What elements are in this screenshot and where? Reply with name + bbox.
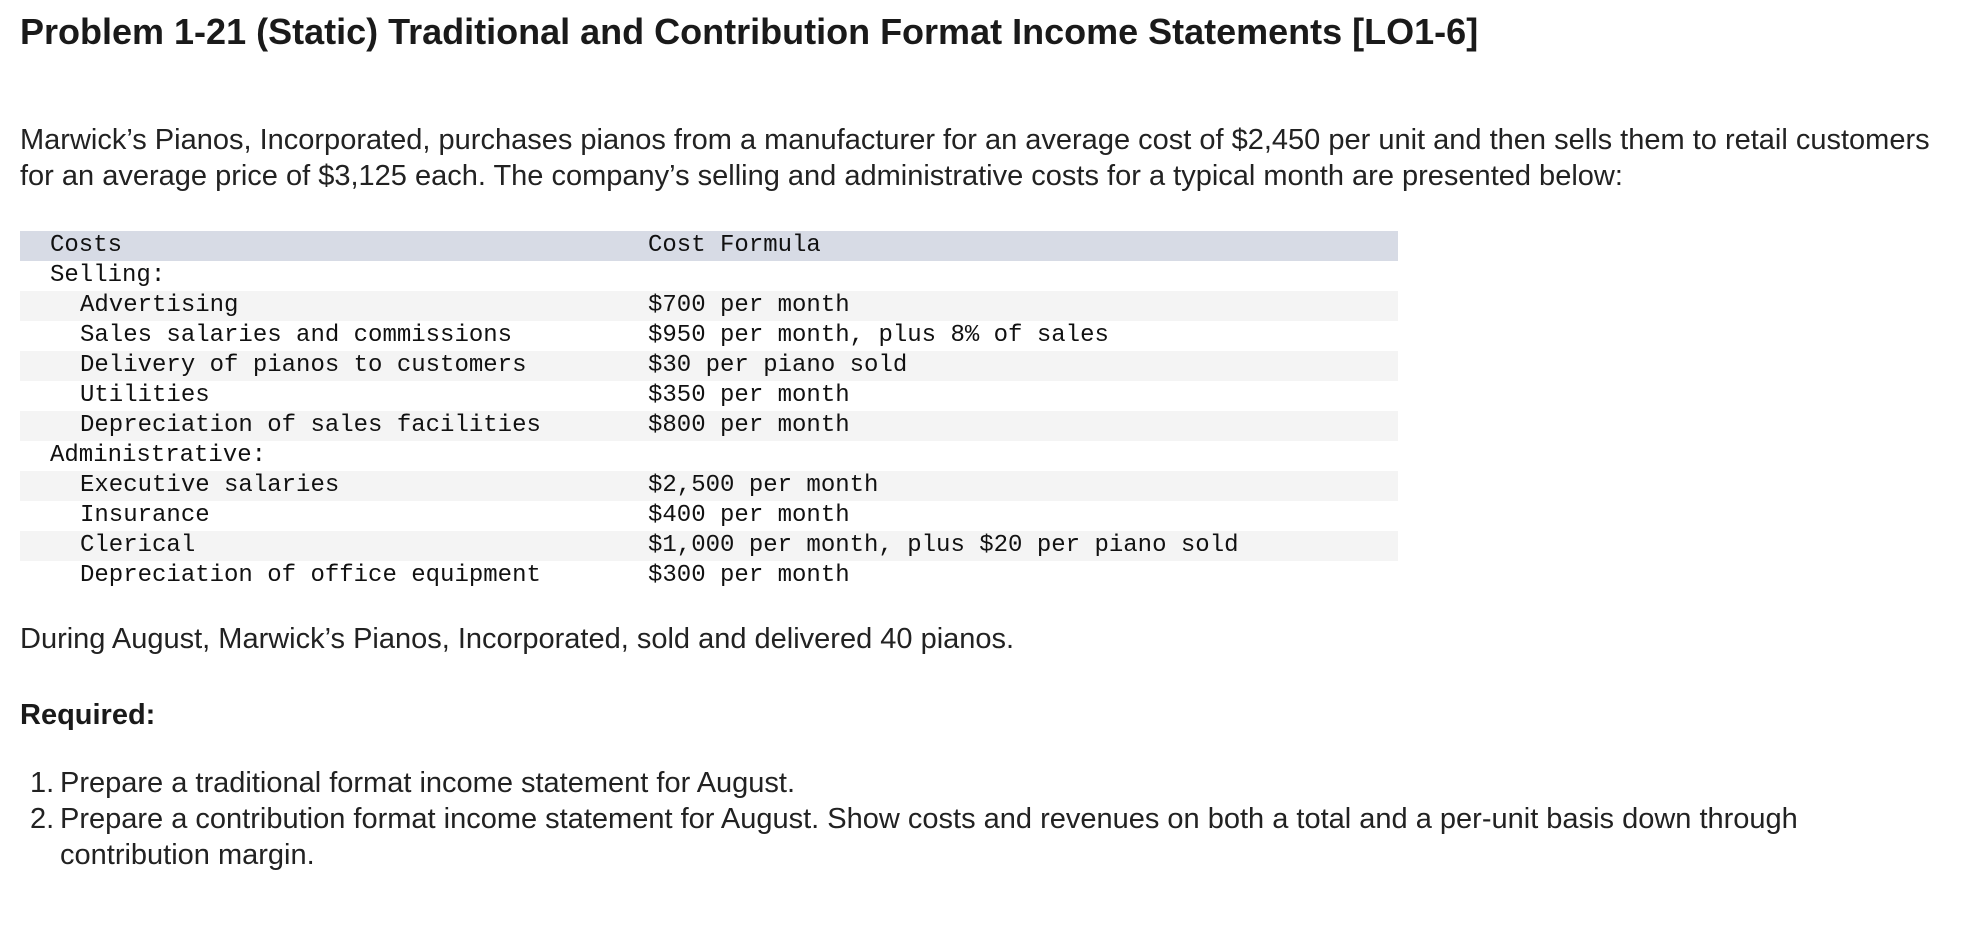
cost-name: Depreciation of sales facilities: [80, 412, 541, 439]
section-label-administrative: Administrative:: [50, 442, 267, 469]
cost-formula: $350 per month: [648, 382, 850, 409]
table-row: [20, 321, 1398, 351]
cost-formula-table: [20, 231, 1398, 591]
item-text: Prepare a contribution format income statement for August. Show costs and revenues on both a total and a per-unit basis down through contribution margin.: [60, 803, 1798, 871]
section-label-selling: Selling:: [50, 262, 166, 289]
item-number: 2.: [30, 803, 55, 835]
cost-formula: $2,500 per month: [648, 472, 879, 499]
header-cost-formula: Cost Formula: [648, 232, 821, 259]
cost-formula: $300 per month: [648, 562, 850, 589]
table-header-row: [20, 231, 1398, 261]
table-row: [20, 411, 1398, 441]
table-row: [20, 291, 1398, 321]
problem-page: [20, 0, 1950, 873]
cost-formula: $700 per month: [648, 292, 850, 319]
required-heading: Required:: [20, 699, 156, 731]
cost-formula: $30 per piano sold: [648, 352, 908, 379]
cost-formula: $400 per month: [648, 502, 850, 529]
cost-formula: $800 per month: [648, 412, 850, 439]
item-text: Prepare a traditional format income statement for August.: [60, 767, 796, 799]
list-item: [20, 801, 1950, 873]
cost-formula: $950 per month, plus 8% of sales: [648, 322, 1109, 349]
cost-name: Advertising: [80, 292, 239, 319]
table-row: [20, 531, 1398, 561]
cost-name: Utilities: [80, 382, 210, 409]
table-row: [20, 351, 1398, 381]
header-costs: Costs: [50, 232, 123, 259]
cost-name: Insurance: [80, 502, 210, 529]
problem-title: Problem 1-21 (Static) Traditional and Contribution Format Income Statements [LO1-6]: [20, 11, 1479, 52]
cost-name: Sales salaries and commissions: [80, 322, 513, 349]
problem-intro: Marwick’s Pianos, Incorporated, purchases pianos from a manufacturer for an average cost of $2,450 per unit and then sells them to retail customers for an average price of $3,125 each. The company’s selling and administrative costs for a typical month are presented below:: [20, 124, 1930, 192]
list-item: [20, 765, 1950, 801]
cost-name: Executive salaries: [80, 472, 340, 499]
requirements-list: [20, 733, 1950, 873]
cost-formula: $1,000 per month, plus $20 per piano sold: [648, 532, 1239, 559]
table-row: [20, 381, 1398, 411]
cost-name: Depreciation of office equipment: [80, 562, 541, 589]
table-row: [20, 471, 1398, 501]
section-row-administrative: [20, 441, 1398, 471]
sales-note: During August, Marwick’s Pianos, Incorporated, sold and delivered 40 pianos.: [20, 623, 1015, 655]
cost-name: Delivery of pianos to customers: [80, 352, 527, 379]
table-row: [20, 501, 1398, 531]
item-number: 1.: [30, 767, 55, 799]
cost-name: Clerical: [80, 532, 196, 559]
table-row: [20, 561, 1398, 591]
section-row-selling: [20, 261, 1398, 291]
